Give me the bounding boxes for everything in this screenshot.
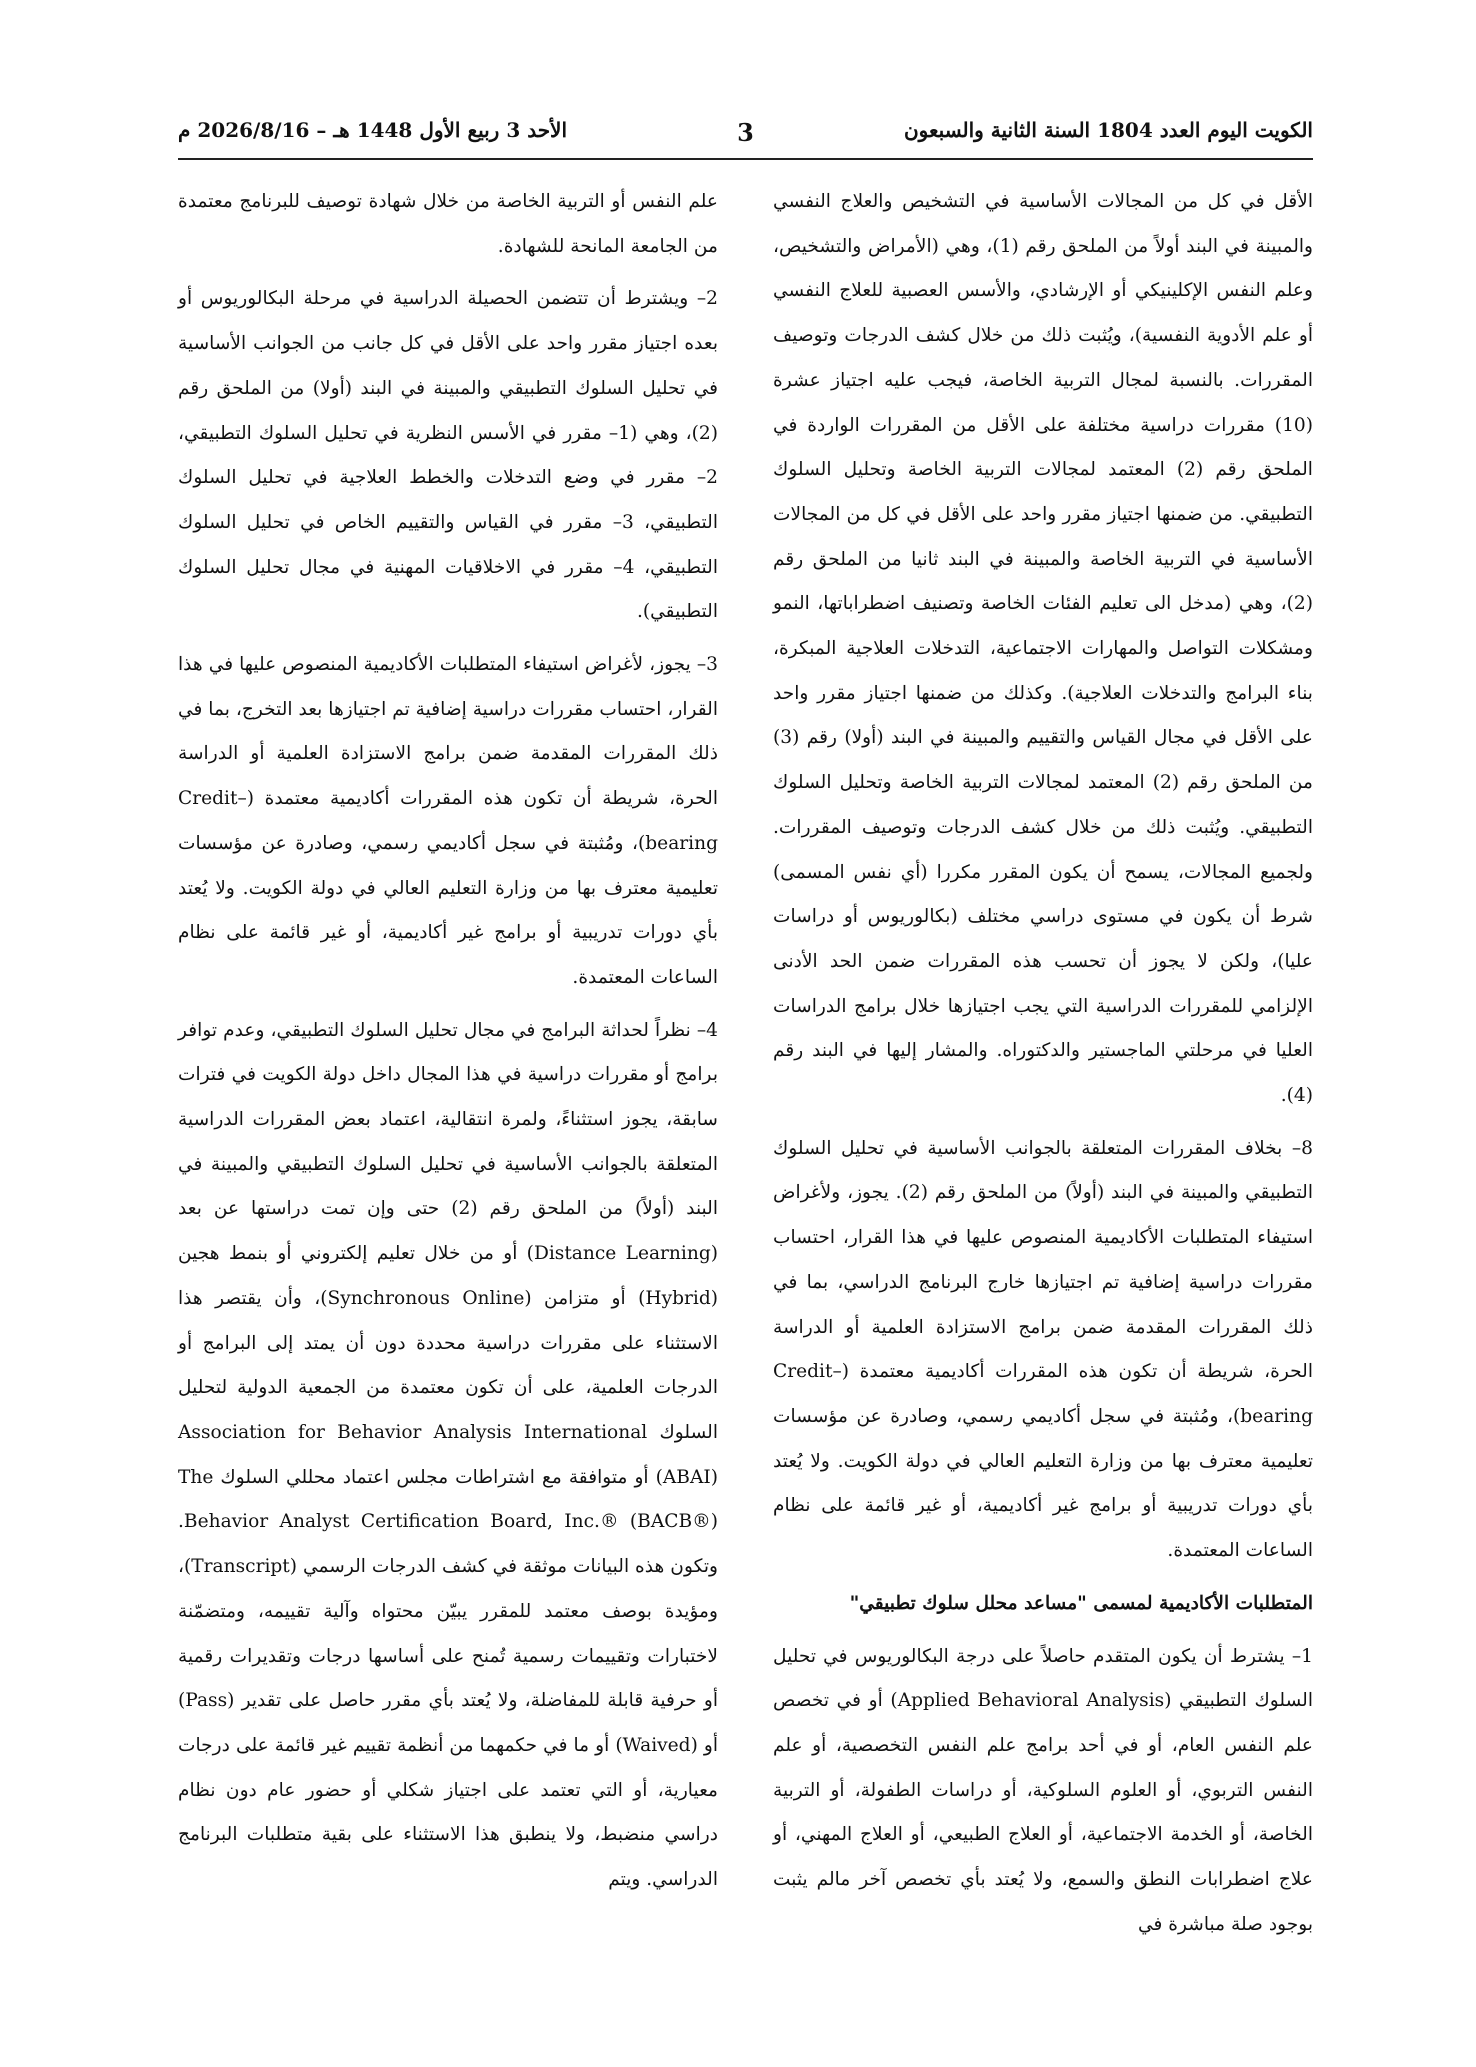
page-number: 3 [737, 118, 754, 147]
paragraph-continued: علم النفس أو التربية الخاصة من خلال شهادة توصيف للبرنامج معتمدة من الجامعة المانحة للشهادة. [178, 191, 718, 257]
right-column [773, 180, 1313, 1947]
paragraph-item-4: 4– نظراً لحداثة البرامج في مجال تحليل السلوك التطبيقي، وعدم توافر برامج أو مقررات دراسية في هذا المجال داخل دولة الكويت في فترات سابقة، يجوز استثناءً، ولمرة انتقالية، اعتماد بعض المقررات الدراسية المتعلقة بالجوانب الأساسية في تحليل السلوك التطبيقي والمبينة في البند (أولاً) من الملحق رقم (2) حتى وإن تمت دراستها عن بعد (Distance Learning) أو من خلال تعليم إلكتروني أو بنمط هجين (Hybrid) أو متزامن (Synchronous Online)، وأن يقتصر هذا الاستثناء على مقررات دراسية محددة دون أن يمتد إلى البرامج أو الدرجات العلمية، على أن تكون معتمدة من الجمعية الدولية لتحليل السلوك Association for Behavior Analysis International (ABAI) أو متوافقة مع اشتراطات مجلس اعتماد محللي السلوك The Behavior Analyst Certification Board, Inc.® (BACB®). وتكون هذه البيانات موثقة في كشف الدرجات الرسمي (Transcript)، ومؤيدة بوصف معتمد للمقرر يبيّن محتواه وآلية تقييمه، ومتضمّنة لاختبارات وتقييمات رسمية تُمنح على أساسها درجات وتقديرات رقمية أو حرفية قابلة للمفاضلة، ولا يُعتد بأي مقرر حاصل على تقدير (Pass) أو (Waived) أو ما في حكمهما من أنظمة تقييم غير قائمة على درجات معيارية، أو التي تعتمد على اجتياز شكلي أو حضور عام دون نظام دراسي منضبط، ولا ينطبق هذا الاستثناء على بقية متطلبات البرنامج الدراسي. ويتم [178, 1019, 719, 1891]
issue-date: الأحد 3 ربيع الأول 1448 هـ – 2026/8/16 م [178, 118, 568, 142]
section-heading: المتطلبات الأكاديمية لمسمى "مساعد محلل سلوك تطبيقي" [849, 1592, 1313, 1614]
header-divider [178, 158, 1313, 160]
paragraph-item-3: 3– يجوز، لأغراض استيفاء المتطلبات الأكاديمية المنصوص عليها في هذا القرار، احتساب مقررات دراسية إضافية تم اجتيازها بعد التخرج، بما في ذلك المقررات المقدمة ضمن برامج الاستزادة العلمية أو الدراسة الحرة، شريطة أن تكون هذه المقررات أكاديمية معتمدة (Credit–bearing)، ومُثبتة في سجل أكاديمي رسمي، وصادرة عن مؤسسات تعليمية معترف بها من وزارة التعليم العالي في دولة الكويت. ولا يُعتد بأي دورات تدريبية أو برامج غير أكاديمية، أو غير قائمة على نظام الساعات المعتمدة. [178, 654, 718, 988]
newspaper-issue-info: الكويت اليوم العدد 1804 السنة الثانية والسبعون [903, 118, 1313, 142]
paragraph-item-2: 2– ويشترط أن تتضمن الحصيلة الدراسية في مرحلة البكالوريوس أو بعده اجتياز مقرر واحد على الأقل في كل جانب من الجوانب الأساسية في تحليل السلوك التطبيقي والمبينة في البند (أولا) من الملحق رقم (2)، وهي (1– مقرر في الأسس النظرية في تحليل السلوك التطبيقي، 2– مقرر في وضع التدخلات والخطط العلاجية في تحليل السلوك التطبيقي، 3– مقرر في القياس والتقييم الخاص في تحليل السلوك التطبيقي، 4– مقرر في الاخلاقيات المهنية في مجال تحليل السلوك التطبيقي). [178, 288, 718, 623]
paragraph-item-8: 8– بخلاف المقررات المتعلقة بالجوانب الأساسية في تحليل السلوك التطبيقي والمبينة في البند (أولاً) من الملحق رقم (2). يجوز، ولأغراض استيفاء المتطلبات الأكاديمية المنصوص عليها في هذا القرار، احتساب مقررات دراسية إضافية تم اجتيازها خارج البرنامج الدراسي، بما في ذلك المقررات المقدمة ضمن برامج الاستزادة العلمية أو الدراسة الحرة، شريطة أن تكون هذه المقررات أكاديمية معتمدة (Credit–bearing)، ومُثبتة في سجل أكاديمي رسمي، وصادرة عن مؤسسات تعليمية معترف بها من وزارة التعليم العالي في دولة الكويت. ولا يُعتد بأي دورات تدريبية أو برامج غير أكاديمية، أو غير قائمة على نظام الساعات المعتمدة. [773, 1137, 1313, 1562]
paragraph-item-1: 1– يشترط أن يكون المتقدم حاصلاً على درجة البكالوريوس في تحليل السلوك التطبيقي (Applied Behavioral Analysis) أو في تخصص علم النفس العام، أو في أحد برامج علم النفس التخصصية، أو علم النفس التربوي، أو العلوم السلوكية، أو دراسات الطفولة، أو التربية الخاصة، أو الخدمة الاجتماعية، أو العلاج الطبيعي، أو العلاج المهني، أو علاج اضطرابات النطق والسمع، ولا يُعتد بأي تخصص آخر مالم يثبت بوجود صلة مباشرة في [773, 1645, 1313, 1935]
paragraph-continued: الأقل في كل من المجالات الأساسية في التشخيص والعلاج النفسي والمبينة في البند أولاً من الملحق رقم (1)، وهي (الأمراض والتشخيص، وعلم النفس الإكلينيكي أو الإرشادي، والأسس العصبية للعلاج النفسي أو علم الأدوية النفسية)، ويُثبت ذلك من خلال كشف الدرجات وتوصيف المقررات. بالنسبة لمجال التربية الخاصة، فيجب عليه اجتياز عشرة (10) مقررات دراسية مختلفة على الأقل من المقررات الواردة في الملحق رقم (2) المعتمد لمجالات التربية الخاصة وتحليل السلوك التطبيقي. من ضمنها اجتياز مقرر واحد على الأقل في كل من المجالات الأساسية في التربية الخاصة والمبينة في البند ثانيا من الملحق رقم (2)، وهي (مدخل الى تعليم الفئات الخاصة وتصنيف اضطراباتها، النمو ومشكلات التواصل والمهارات الاجتماعية، التدخلات العلاجية المبكرة، بناء البرامج والتدخلات العلاجية). وكذلك من ضمنها اجتياز مقرر واحد على الأقل في مجال القياس والتقييم والمبينة في البند (أولا) رقم (3) من الملحق رقم (2) المعتمد لمجالات التربية الخاصة وتحليل السلوك التطبيقي. ويُثبت ذلك من خلال كشف الدرجات وتوصيف المقررات. ولجميع المجالات، يسمح أن يكون المقرر مكررا (أي نفس المسمى) شرط أن يكون في مستوى دراسي مختلف (بكالوريوس أو دراسات عليا)، ولكن لا يجوز أن تحسب هذه المقررات ضمن الحد الأدنى الإلزامي للمقررات الدراسية التي يجب اجتيازها خلال برامج الدراسات العليا في مرحلتي الماجستير والدكتوراه. والمشار إليها في البند رقم (4). [773, 191, 1314, 1107]
left-column [178, 180, 718, 1903]
page-header [178, 118, 1313, 156]
